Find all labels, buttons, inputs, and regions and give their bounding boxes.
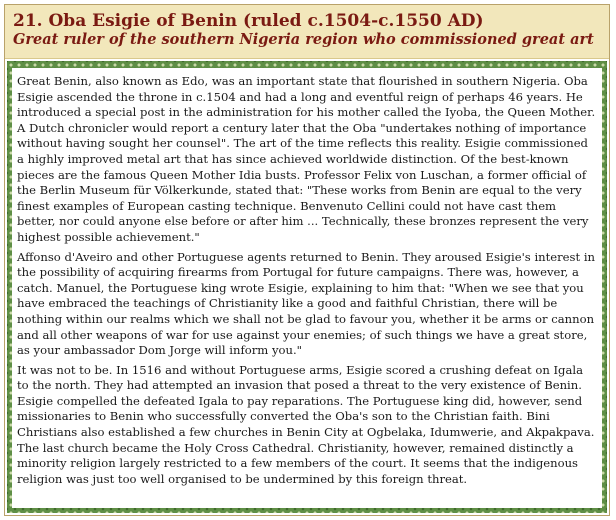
paragraph-3: It was not to be. In 1516 and without Portuguese arms, Esigie scored a crushing defeat on Igala to the north. They had attempted an invasion that posed a threat to the very existence of Benin. Esigie compelled the defeated Igala to pay reparations. The Portuguese king did, however, send missionaries to Benin who successfully converted the Oba's son to the Christian faith. Bini Christians also established a few churches in Benin City at Ogbelaka, Idumwerie, and Akpakpava. The last church became the Holy Cross Cathedral. Christianity, however, remained distinctly a minority religion largely restricted to a few members of the court. It seems that the indigenous religion was just too well organised to be undermined by this foreign threat. [17, 362, 595, 486]
article-title: 21. Oba Esigie of Benin (ruled c.1504-c.1550 AD) [13, 11, 484, 31]
article-subtitle: Great ruler of the southern Nigeria region who commissioned great art [13, 31, 594, 48]
article-header [5, 5, 609, 59]
paragraph-1: Great Benin, also known as Edo, was an important state that flourished in southern Nigeria. Oba Esigie ascended the throne in c.1504 and had a long and eventful reign of perhaps 46 years. He introduced a special post in the administration for his mother called the Iyoba, the Queen Mother. A Dutch chronicler would report a century later that the Oba "undertakes nothing of importance without having sought her counsel". The art of the time reflects this reality. Esigie commissioned a highly improved metal art that has since achieved worldwide distinction. Of the best-known pieces are the famous Queen Mother Idia busts. Professor Felix von Luschan, a former official of the Berlin Museum für Völkerkunde, stated that: "These works from Benin are equal to the very finest examples of European casting technique. Benvenuto Cellini could not have cast them better, nor could anyone else before or after him ... Technically, these bronzes represent the very highest possible achievement." [17, 74, 596, 244]
article-body [12, 68, 602, 508]
paragraph-2: Affonso d'Aveiro and other Portuguese agents returned to Benin. They aroused Esigie's interest in the possibility of acquiring firearms from Portugal for future campaigns. There was, however, a catch. Manuel, the Portuguese king wrote Esigie, explaining to him that: "When we see that you have embraced the teachings of Christianity like a good and faithful Christian, there will be nothing within our realms which we shall not be glad to favour you, whether it be arms or cannon and all other weapons of war for use against your enemies; of such things we have a great store, as your ambassador Dom Jorge will inform you." [17, 249, 596, 358]
article-panel [4, 4, 610, 516]
